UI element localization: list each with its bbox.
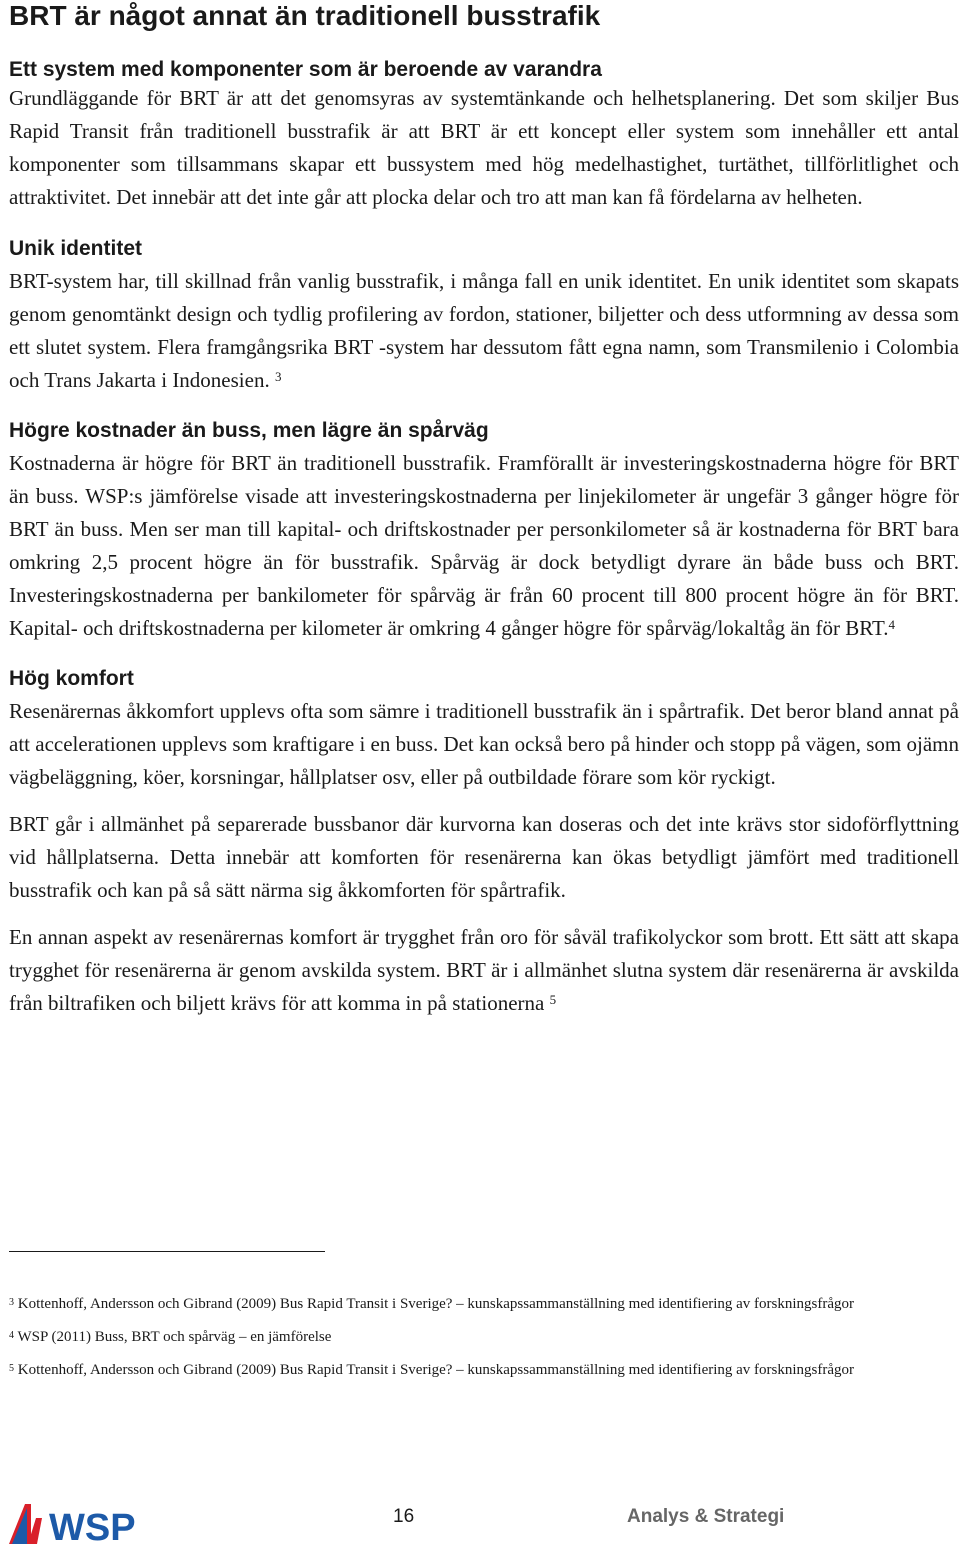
section-heading-costs: Högre kostnader än buss, men lägre än spårväg <box>9 419 489 442</box>
section-heading-comfort: Hög komfort <box>9 667 134 690</box>
logo-text: WSP <box>49 1507 136 1544</box>
footnotes <box>9 1288 957 1387</box>
document-page <box>9 0 959 1020</box>
section-heading-identity: Unik identitet <box>9 237 143 260</box>
footnote-text: Kottenhoff, Andersson och Gibrand (2009) Bus Rapid Transit i Sverige? – kunskapssammanställning med identifiering av forskningsfrågor <box>17 1296 855 1312</box>
section-comfort-paragraph-3 <box>9 921 959 1020</box>
wsp-logo <box>9 1504 137 1544</box>
section-comfort-paragraph-1: Resenärernas åkkomfort upplevs ofta som sämre i traditionell busstrafik än i spårtrafik. Det beror bland annat på att accelerationen upplevs som kraftigare i en buss. Det kan också bero på hinder och stopp på vägen, som ojämn vägbeläggning, köer, korsningar, hållplatser osv, eller på outbildade förare som kör ryckigt. <box>9 699 959 789</box>
section-comfort-text-3: En annan aspekt av resenärernas komfort är trygghet från oro för såväl trafikolyckor som brott. Ett sätt att skapa trygghet för resenärerna är genom avskilda system. BRT är i allmänhet slutna system där resenärerna är avskilda från biltrafiken och biljett krävs för att komma in på stationerna <box>9 925 959 1015</box>
section-costs-text: Kostnaderna är högre för BRT än traditionell busstrafik. Framförallt är investeringskostnaderna högre för BRT än buss. WSP:s jämförelse visade att investeringskostnaderna per linjekilometer är ungefär 3 gånger högre för BRT än buss. Men ser man till kapital- och driftskostnader per personkilometer så är kostnaderna för BRT bara omkring 2,5 procent högre än för busstrafik. Spårväg är dock betydligt dyrare än både buss och BRT. Investeringskostnaderna per bankilometer för spårväg är från 60 procent till 800 procent högre än för BRT. Kapital- och driftskostnaderna per kilometer är omkring 4 gånger högre för spårväg/lokaltåg än för BRT. <box>9 451 959 640</box>
section-comfort-paragraph-2: BRT går i allmänhet på separerade bussbanor där kurvorna kan doseras och det inte krävs stor sidoförflyttning vid hållplatserna. Detta innebär att komforten för resenärerna kan ökas betydligt jämfört med traditionell busstrafik och kan på så sätt närma sig åkkomforten för spårtrafik. <box>9 812 959 902</box>
footnote-separator <box>9 1251 325 1252</box>
footnote-ref-3: 3 <box>274 369 282 384</box>
page-number: 16 <box>393 1506 415 1527</box>
footnote-text: Kottenhoff, Andersson och Gibrand (2009) Bus Rapid Transit i Sverige? – kunskapssammanställning med identifiering av forskningsfrågor <box>17 1362 855 1378</box>
footnote-5 <box>9 1354 957 1387</box>
footnote-4 <box>9 1321 957 1354</box>
footnote-number: 4 <box>9 1330 14 1341</box>
section-system-paragraph: Grundläggande för BRT är att det genomsyras av systemtänkande och helhetsplanering. Det som skiljer Bus Rapid Transit från traditionell busstrafik är att BRT är ett koncept eller system som innehåller ett antal komponenter som tillsammans skapar ett bussystem med hög medelhastighet, turtäthet, tillförlitlighet och attraktivitet. Det innebär att det inte går att plocka delar och tro att man kan få fördelarna av helheten. <box>9 86 959 209</box>
page-title: BRT är något annat än traditionell busstrafik <box>9 0 601 31</box>
section-heading-system: Ett system med komponenter som är beroende av varandra <box>9 58 602 81</box>
footnote-number: 5 <box>9 1363 14 1374</box>
page-footer <box>0 1496 960 1546</box>
section-identity-text: BRT-system har, till skillnad från vanlig busstrafik, i många fall en unik identitet. En unik identitet som skapats genom genomtänkt design och tydlig profilering av fordon, stationer, biljetter och dess utformning av dessa som ett slutet system. Flera framgångsrika BRT -system har dessutom fått egna namn, som Transmilenio i Colombia och Trans Jakarta i Indonesien. <box>9 269 959 392</box>
footnote-text: WSP (2011) Buss, BRT och spårväg – en jämförelse <box>17 1329 332 1345</box>
section-identity-paragraph <box>9 265 959 397</box>
footnote-number: 3 <box>9 1297 14 1308</box>
footnote-3 <box>9 1288 957 1321</box>
footer-brand: Analys & Strategi <box>627 1506 785 1527</box>
section-costs-paragraph <box>9 447 959 645</box>
footnote-ref-5: 5 <box>549 992 557 1007</box>
footnote-ref-4: 4 <box>888 617 895 632</box>
